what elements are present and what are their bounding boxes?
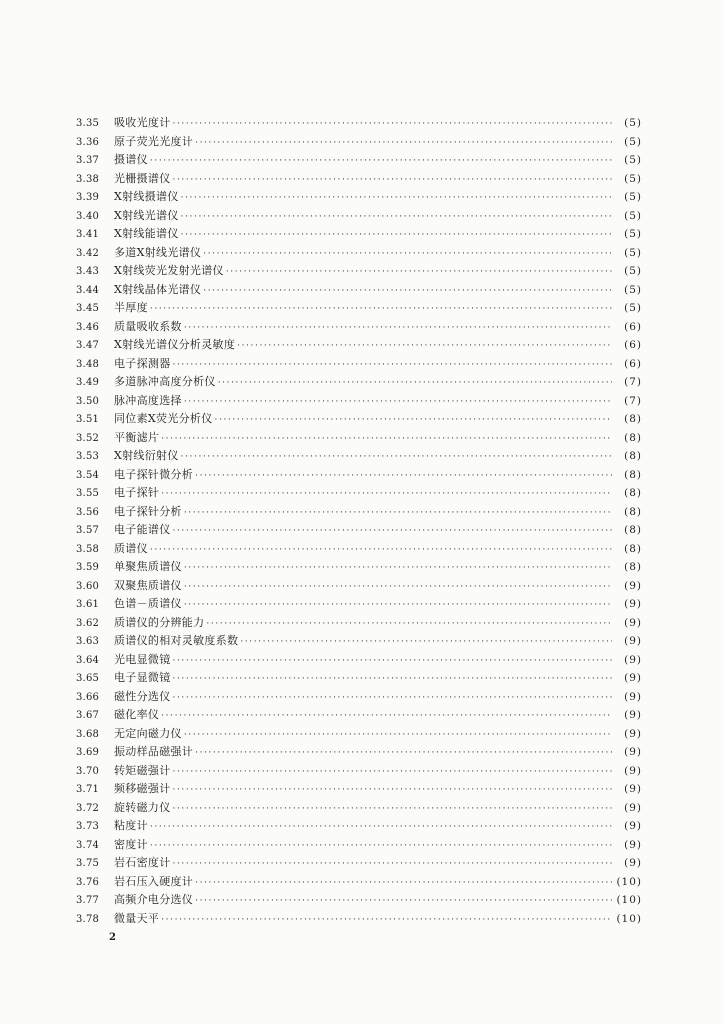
toc-entry-page: (8) — [624, 542, 642, 555]
dot-leader — [173, 689, 613, 708]
toc-entry — [76, 891, 642, 910]
toc-entry-number: 3.53 — [76, 451, 100, 462]
toc-entry-title: 吸收光度计 — [114, 116, 171, 129]
toc-entry-page: (9) — [624, 653, 642, 666]
toc-entry-number: 3.50 — [76, 395, 100, 407]
toc-entry-number: 3.65 — [76, 673, 100, 684]
toc-entry-number: 3.42 — [76, 247, 100, 259]
dot-leader — [150, 818, 612, 837]
toc-entry — [76, 780, 642, 799]
toc-entry — [76, 540, 642, 559]
toc-entry-title: X射线能谱仪 — [114, 227, 179, 240]
dot-leader — [184, 726, 612, 745]
toc-entry — [76, 114, 642, 133]
toc-entry — [76, 669, 642, 688]
toc-entry-title: 半厚度 — [114, 301, 148, 314]
toc-entry-page: (9) — [624, 746, 642, 758]
toc-entry-page: (8) — [624, 431, 642, 444]
dot-leader — [184, 504, 612, 523]
dot-leader — [173, 855, 613, 874]
toc-entry-number: 3.37 — [76, 155, 100, 166]
dot-leader — [184, 596, 612, 615]
toc-entry-title: 质量吸收系数 — [114, 319, 182, 333]
toc-entry-number: 3.56 — [76, 506, 100, 518]
toc-entry-page: (10) — [616, 912, 642, 925]
toc-entry-title: 双聚焦质谱仪 — [114, 578, 182, 592]
dot-leader — [161, 911, 612, 930]
dot-leader — [173, 115, 613, 134]
dot-leader — [173, 171, 613, 190]
toc-entry-number: 3.74 — [76, 839, 100, 851]
toc-entry-page: (9) — [624, 857, 642, 869]
toc-entry-number: 3.41 — [76, 229, 100, 240]
toc-entry-title: 无定向磁力仪 — [114, 726, 182, 740]
toc-entry — [76, 299, 642, 318]
toc-entry — [76, 595, 642, 614]
toc-entry-title: 磁化率仪 — [114, 708, 160, 721]
toc-entry-number: 3.71 — [76, 784, 100, 795]
toc-entry-number: 3.61 — [76, 599, 100, 610]
toc-entry-title: 电子显微镜 — [114, 671, 171, 684]
dot-leader — [150, 541, 612, 560]
dot-leader — [150, 300, 612, 319]
toc-entry-title: 质谱仪 — [114, 541, 148, 555]
toc-entry-page: (8) — [624, 468, 642, 481]
dot-leader — [181, 448, 612, 467]
toc-entry-number: 3.63 — [76, 636, 100, 647]
dot-leader — [184, 319, 612, 338]
toc-entry-title: X射线摄谱仪 — [114, 190, 179, 203]
toc-entry — [76, 225, 642, 244]
toc-entry-number: 3.64 — [76, 654, 100, 666]
toc-entry-title: 岩石密度计 — [114, 856, 171, 869]
toc-entry-number: 3.78 — [76, 913, 100, 925]
toc-entry-number: 3.38 — [76, 173, 100, 185]
toc-entry — [76, 558, 642, 577]
dot-leader — [173, 763, 613, 782]
toc-entry-title: 色谱－质谱仪 — [114, 597, 182, 610]
toc-entry-page: (7) — [624, 376, 642, 388]
dot-leader — [195, 134, 612, 153]
toc-entry-page: (9) — [624, 820, 642, 832]
toc-entry — [76, 336, 642, 355]
toc-entry — [76, 170, 642, 189]
toc-entry-page: (5) — [624, 117, 642, 129]
toc-entry-title: 脉冲高度选择 — [114, 393, 182, 407]
toc-entry-number: 3.43 — [76, 266, 100, 277]
toc-entry — [76, 429, 642, 448]
toc-entry — [76, 373, 642, 392]
toc-entry-title: 原子荧光光度计 — [114, 134, 194, 148]
dot-leader — [203, 245, 612, 264]
toc-entry — [76, 188, 642, 207]
dot-leader — [173, 522, 613, 541]
dot-leader — [173, 670, 613, 689]
toc-entry-number: 3.70 — [76, 765, 100, 777]
toc-entry-title: 粘度计 — [114, 819, 148, 832]
toc-entry-title: 频移磁强计 — [114, 782, 171, 795]
toc-entry-page: (9) — [624, 635, 642, 647]
dot-leader — [195, 874, 612, 893]
toc-entry-title: 磁性分选仪 — [114, 689, 171, 703]
dot-leader — [184, 393, 612, 412]
toc-entry-number: 3.67 — [76, 710, 100, 721]
dot-leader — [195, 892, 612, 911]
toc-entry — [76, 854, 642, 873]
toc-entry-page: (5) — [624, 172, 642, 185]
dot-leader — [184, 559, 612, 578]
dot-leader — [195, 467, 612, 486]
toc-entry-number: 3.58 — [76, 543, 100, 555]
toc-entry-page: (9) — [624, 783, 642, 795]
dot-leader — [173, 781, 613, 800]
toc-entry-page: (10) — [616, 894, 642, 906]
dot-leader — [237, 337, 612, 356]
toc-entry-page: (6) — [624, 320, 642, 333]
toc-entry-title: X射线荧光发射光谱仪 — [114, 264, 224, 277]
dot-leader — [226, 263, 612, 282]
dot-leader — [161, 430, 612, 449]
toc-entry-page: (9) — [624, 690, 642, 703]
toc-entry — [76, 743, 642, 762]
toc-entry-title: X射线衍射仪 — [114, 449, 179, 462]
dot-leader — [150, 152, 612, 171]
dot-leader — [161, 485, 612, 504]
toc-entry — [76, 466, 642, 485]
toc-entry-page: (5) — [624, 154, 642, 166]
toc-entry-number: 3.48 — [76, 358, 100, 370]
toc-entry-title: 高频介电分选仪 — [114, 893, 194, 906]
toc-entry-number: 3.59 — [76, 562, 100, 573]
toc-entry-number: 3.51 — [76, 414, 100, 425]
toc-entry — [76, 873, 642, 892]
dot-leader — [181, 226, 612, 245]
toc-entry-title: 同位素X荧光分析仪 — [114, 412, 213, 425]
toc-entry — [76, 651, 642, 670]
toc-entry — [76, 262, 642, 281]
toc-entry — [76, 817, 642, 836]
page-number: 2 — [109, 932, 116, 943]
toc-entry — [76, 151, 642, 170]
dot-leader — [173, 800, 613, 819]
toc-entry — [76, 762, 642, 781]
toc-entry — [76, 799, 642, 818]
dot-leader — [181, 208, 612, 227]
toc-entry — [76, 614, 642, 633]
toc-entry-title: 光电显微镜 — [114, 652, 171, 666]
toc-entry-page: (5) — [624, 246, 642, 259]
toc-entry — [76, 577, 642, 596]
toc-entry — [76, 503, 642, 522]
toc-entry-page: (9) — [624, 579, 642, 592]
toc-entry — [76, 632, 642, 651]
toc-entry-title: 光栅摄谱仪 — [114, 171, 171, 185]
toc-entry-number: 3.36 — [76, 136, 100, 148]
toc-entry-page: (9) — [624, 709, 642, 721]
toc-entry-number: 3.44 — [76, 284, 100, 296]
toc-entry-number: 3.66 — [76, 691, 100, 703]
toc-entry-title: 电子探针分析 — [114, 504, 182, 518]
dot-leader — [206, 615, 612, 634]
toc-entry-number: 3.52 — [76, 432, 100, 444]
toc-entry-page: (9) — [624, 764, 642, 777]
toc-entry — [76, 484, 642, 503]
toc-entry-number: 3.45 — [76, 303, 100, 314]
toc-entry-page: (8) — [624, 413, 642, 425]
toc-entry-page: (9) — [624, 598, 642, 610]
dot-leader — [173, 652, 613, 671]
toc-entry — [76, 521, 642, 540]
toc-entry-page: (6) — [624, 339, 642, 351]
toc-entry-page: (5) — [624, 209, 642, 222]
toc-entry-title: 电子能谱仪 — [114, 523, 171, 536]
toc-entry-page: (7) — [624, 394, 642, 407]
toc-entry-number: 3.40 — [76, 210, 100, 222]
toc-entry — [76, 392, 642, 411]
toc-entry-number: 3.76 — [76, 876, 100, 888]
toc-entry-page: (9) — [624, 727, 642, 740]
dot-leader — [181, 189, 612, 208]
toc-entry-title: X射线晶体光谱仪 — [114, 282, 202, 296]
toc-entry-number: 3.77 — [76, 895, 100, 906]
toc-entry-page: (5) — [624, 135, 642, 148]
toc-entry-page: (8) — [624, 450, 642, 462]
toc-entry-number: 3.49 — [76, 377, 100, 388]
toc-entry — [76, 725, 642, 744]
toc-entry — [76, 688, 642, 707]
toc-entry-page: (5) — [624, 302, 642, 314]
toc-entry-title: 平衡滤片 — [114, 430, 160, 444]
toc-entry-number: 3.57 — [76, 525, 100, 536]
dot-leader — [161, 707, 612, 726]
toc-entry-title: 电子探针 — [114, 486, 160, 499]
toc-entry-title: 质谱仪的相对灵敏度系数 — [114, 634, 239, 647]
toc-entry-number: 3.60 — [76, 580, 100, 592]
toc-entry — [76, 836, 642, 855]
toc-entry-page: (9) — [624, 838, 642, 851]
toc-entry-title: 电子探针微分析 — [114, 467, 194, 481]
toc-entry — [76, 447, 642, 466]
toc-entry-number: 3.69 — [76, 747, 100, 758]
toc-entry-title: 摄谱仪 — [114, 153, 148, 166]
toc-entry-title: 多道X射线光谱仪 — [114, 245, 202, 259]
table-of-contents — [76, 114, 642, 928]
dot-leader — [150, 837, 612, 856]
toc-entry-title: 电子探测器 — [114, 356, 171, 370]
toc-entry-title: 密度计 — [114, 837, 148, 851]
toc-entry-page: (9) — [624, 672, 642, 684]
dot-leader — [218, 374, 612, 393]
toc-entry-page: (5) — [624, 283, 642, 296]
toc-entry-page: (8) — [624, 524, 642, 536]
toc-entry-title: 转矩磁强计 — [114, 763, 171, 777]
toc-entry — [76, 355, 642, 374]
toc-entry-title: 振动样品磁强计 — [114, 745, 194, 758]
toc-entry-number: 3.35 — [76, 118, 100, 129]
toc-entry — [76, 706, 642, 725]
toc-entry — [76, 133, 642, 152]
toc-entry-number: 3.62 — [76, 617, 100, 629]
toc-entry-title: 多道脉冲高度分析仪 — [114, 375, 216, 388]
toc-entry-number: 3.39 — [76, 192, 100, 203]
toc-entry-page: (6) — [624, 357, 642, 370]
dot-leader — [195, 744, 612, 763]
toc-entry-number: 3.73 — [76, 821, 100, 832]
toc-entry-page: (9) — [624, 616, 642, 629]
toc-entry-number: 3.47 — [76, 340, 100, 351]
toc-entry-number: 3.46 — [76, 321, 100, 333]
toc-entry-title: X射线光谱仪分析灵敏度 — [114, 338, 236, 351]
toc-entry-title: X射线光谱仪 — [114, 208, 179, 222]
toc-entry — [76, 410, 642, 429]
toc-entry — [76, 207, 642, 226]
toc-entry-page: (5) — [624, 191, 642, 203]
toc-entry-number: 3.54 — [76, 469, 100, 481]
toc-entry-page: (8) — [624, 561, 642, 573]
toc-entry-page: (5) — [624, 265, 642, 277]
toc-entry-page: (10) — [616, 875, 642, 888]
toc-entry — [76, 910, 642, 929]
toc-entry-title: 岩石压入硬度计 — [114, 874, 194, 888]
toc-entry-page: (9) — [624, 801, 642, 814]
toc-entry-title: 微量天平 — [114, 911, 160, 925]
toc-entry-number: 3.55 — [76, 488, 100, 499]
toc-entry — [76, 318, 642, 337]
toc-entry-title: 单聚焦质谱仪 — [114, 560, 182, 573]
toc-entry-number: 3.72 — [76, 802, 100, 814]
toc-entry-title: 质谱仪的分辨能力 — [114, 615, 205, 629]
dot-leader — [215, 411, 612, 430]
dot-leader — [184, 578, 612, 597]
toc-entry-title: 旋转磁力仪 — [114, 800, 171, 814]
toc-entry-page: (8) — [624, 487, 642, 499]
toc-entry-page: (8) — [624, 505, 642, 518]
toc-entry — [76, 244, 642, 263]
toc-entry-page: (5) — [624, 228, 642, 240]
toc-entry-number: 3.68 — [76, 728, 100, 740]
dot-leader — [173, 356, 613, 375]
toc-entry-number: 3.75 — [76, 858, 100, 869]
dot-leader — [240, 633, 612, 652]
toc-entry — [76, 281, 642, 300]
dot-leader — [203, 282, 612, 301]
